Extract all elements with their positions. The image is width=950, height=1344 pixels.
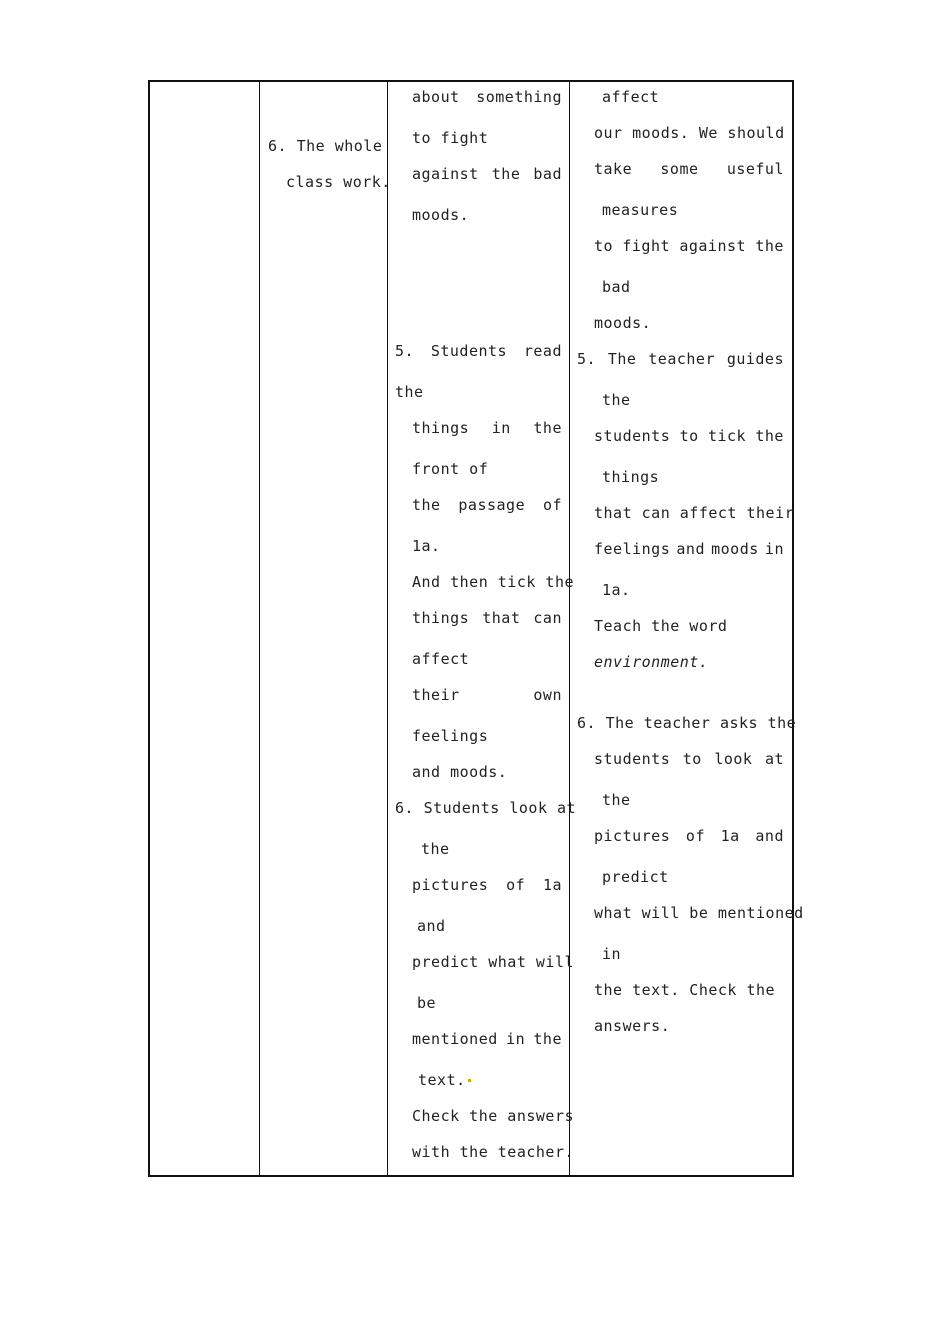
- text-line: [412, 573, 574, 591]
- text-line: [577, 350, 784, 368]
- text-fragment: to fight: [412, 129, 489, 147]
- text-fragment: passage: [458, 496, 526, 514]
- text-line: [594, 160, 784, 178]
- text-fragment: fight: [622, 237, 671, 255]
- activity-line: 6. The whole: [268, 137, 383, 155]
- text-fragment: useful: [726, 160, 784, 178]
- text-line: [594, 314, 651, 332]
- text-fragment: bad: [602, 278, 631, 296]
- text-fragment: the: [755, 427, 784, 445]
- text-line: [412, 1143, 574, 1161]
- text-fragment: and: [676, 540, 705, 558]
- text-fragment: and: [417, 917, 446, 935]
- text-fragment: can: [533, 609, 562, 627]
- text-line: [594, 1017, 670, 1035]
- text-fragment: their: [412, 686, 460, 704]
- text-fragment: and moods.: [412, 763, 508, 781]
- text-fragment: the: [412, 496, 441, 514]
- text-line: [412, 537, 441, 555]
- text-fragment: that: [482, 609, 521, 627]
- lesson-plan-table: [148, 80, 804, 1177]
- text-line: [412, 727, 488, 745]
- text-line: [602, 791, 631, 809]
- text-fragment: students: [594, 427, 671, 445]
- text-line: [412, 650, 469, 668]
- text-fragment: 1a.: [412, 537, 441, 555]
- text-line: [594, 750, 784, 768]
- text-line: [395, 799, 576, 817]
- text-line: [594, 827, 784, 845]
- text-fragment: the: [533, 419, 562, 437]
- text-line: [395, 342, 562, 360]
- text-fragment: be: [417, 994, 437, 1012]
- text-fragment: to: [679, 427, 699, 445]
- text-fragment: 6. Students look at: [395, 799, 577, 817]
- text-fragment: environment.: [594, 653, 709, 671]
- text-fragment: about: [412, 88, 460, 106]
- text-fragment: that can affect their: [594, 504, 795, 522]
- text-line: [602, 868, 669, 886]
- text-fragment: moods.: [412, 206, 470, 224]
- text-fragment: teacher: [648, 350, 715, 368]
- text-fragment: in: [506, 1030, 526, 1048]
- text-line: [421, 840, 450, 858]
- text-fragment: the: [533, 1030, 562, 1048]
- text-fragment: something: [476, 88, 562, 106]
- text-fragment: the: [755, 237, 784, 255]
- text-fragment: predict what will: [412, 953, 575, 971]
- text-fragment: the: [421, 840, 450, 858]
- text-fragment: with the teacher.: [412, 1143, 575, 1161]
- text-fragment: things: [602, 468, 660, 486]
- cursor-marker-icon: [468, 1079, 471, 1082]
- text-fragment: to: [682, 750, 702, 768]
- column-4-teacher-activity: [570, 82, 804, 1175]
- text-line: [412, 953, 574, 971]
- text-fragment: take: [594, 160, 633, 178]
- text-line: [417, 917, 446, 935]
- text-line: [602, 201, 678, 219]
- text-line: [594, 904, 804, 922]
- text-fragment: of: [685, 827, 705, 845]
- text-fragment: some: [660, 160, 699, 178]
- text-fragment: 6. The teacher asks the: [577, 714, 797, 732]
- activity-line: class work.: [286, 173, 391, 191]
- text-line: [594, 981, 775, 999]
- text-line: [417, 994, 436, 1012]
- text-line: [412, 763, 507, 781]
- text-line: [594, 617, 727, 635]
- text-fragment: things: [412, 609, 470, 627]
- text-fragment: look: [714, 750, 753, 768]
- column-1-empty: [150, 82, 259, 1175]
- text-fragment: 1a: [542, 876, 562, 894]
- text-fragment: moods: [711, 540, 759, 558]
- text-line: [412, 1030, 562, 1048]
- text-line: [594, 237, 784, 255]
- text-line: [412, 460, 488, 478]
- column-3-student-activity: [388, 82, 577, 1175]
- text-fragment: and: [755, 827, 784, 845]
- text-line: [602, 278, 631, 296]
- text-line: [418, 1071, 471, 1089]
- text-fragment: own: [533, 686, 562, 704]
- text-fragment: tick: [707, 427, 747, 445]
- text-line: [395, 383, 424, 401]
- text-fragment: students: [594, 750, 671, 768]
- text-fragment: And then tick the: [412, 573, 575, 591]
- text-fragment: 1a: [720, 827, 740, 845]
- text-fragment: the: [491, 165, 521, 183]
- text-fragment: bad: [533, 165, 562, 183]
- text-line: [412, 876, 562, 894]
- text-fragment: feelings: [412, 727, 489, 745]
- text-line: [412, 496, 562, 514]
- text-fragment: text.: [418, 1071, 466, 1089]
- text-fragment: the: [602, 791, 631, 809]
- text-fragment: feelings: [594, 540, 671, 558]
- text-fragment: The: [607, 350, 637, 368]
- text-fragment: mentioned: [412, 1030, 498, 1048]
- text-fragment: what will be mentioned: [594, 904, 804, 922]
- text-fragment: against: [679, 237, 747, 255]
- text-fragment: our moods. We should: [594, 124, 785, 142]
- text-line: [412, 609, 562, 627]
- text-line: [412, 419, 562, 437]
- text-line: [602, 945, 621, 963]
- text-fragment: guides: [726, 350, 784, 368]
- text-fragment: affect: [602, 88, 660, 106]
- text-line: [602, 581, 631, 599]
- text-fragment: moods.: [594, 314, 652, 332]
- text-line: [412, 686, 562, 704]
- text-line: [412, 129, 488, 147]
- text-fragment: read: [523, 342, 562, 360]
- text-fragment: the: [602, 391, 631, 409]
- text-fragment: predict: [602, 868, 669, 886]
- text-fragment: 5.: [395, 342, 415, 360]
- text-fragment: of: [542, 496, 562, 514]
- column-2-activity: [260, 82, 391, 1175]
- text-line: [594, 124, 785, 142]
- text-fragment: to: [594, 237, 614, 255]
- text-line: [602, 391, 631, 409]
- text-fragment: answers.: [594, 1017, 671, 1035]
- text-fragment: against: [412, 165, 479, 183]
- text-fragment: Check the answers: [412, 1107, 575, 1125]
- text-line: [412, 165, 562, 183]
- text-fragment: measures: [602, 201, 679, 219]
- text-fragment: at: [764, 750, 784, 768]
- text-line: [594, 540, 784, 558]
- text-fragment: affect: [412, 650, 470, 668]
- text-line: [602, 468, 659, 486]
- text-line: [602, 88, 659, 106]
- text-fragment: front of: [412, 460, 489, 478]
- text-fragment: pictures: [594, 827, 671, 845]
- text-line: [594, 653, 708, 671]
- text-fragment: Students: [430, 342, 508, 360]
- text-fragment: in: [491, 419, 511, 437]
- text-fragment: in: [602, 945, 622, 963]
- text-fragment: the text. Check the: [594, 981, 776, 999]
- text-fragment: 1a.: [602, 581, 631, 599]
- text-line: [412, 1107, 574, 1125]
- text-fragment: things: [412, 419, 470, 437]
- text-fragment: in: [764, 540, 784, 558]
- text-line: [412, 206, 469, 224]
- text-fragment: of: [506, 876, 526, 894]
- text-fragment: the: [395, 383, 424, 401]
- text-fragment: 5.: [577, 350, 597, 368]
- text-fragment: Teach the word: [594, 617, 728, 635]
- text-line: [594, 504, 794, 522]
- text-fragment: pictures: [412, 876, 489, 894]
- text-line: [577, 714, 796, 732]
- text-line: [412, 88, 562, 106]
- text-line: [594, 427, 784, 445]
